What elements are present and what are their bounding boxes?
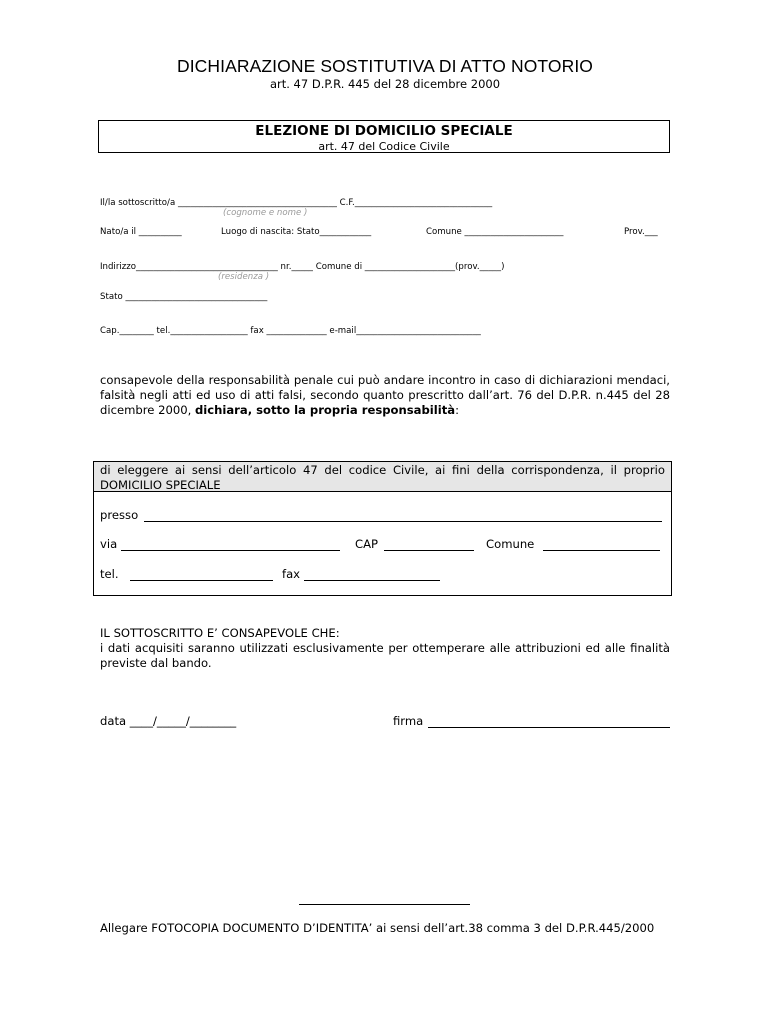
domicile-box: [93, 461, 672, 596]
signature-input-line[interactable]: [428, 727, 670, 728]
via-input-line[interactable]: [121, 550, 340, 551]
footer-note: Allegare FOTOCOPIA DOCUMENTO D’IDENTITA’ ai sensi dell’art.38 comma 3 del D.P.R.445/2000: [100, 921, 655, 935]
domicile-box-header: [94, 462, 671, 492]
document-title: DICHIARAZIONE SOSTITUTIVA DI ATTO NOTORIO: [176, 56, 594, 76]
presso-input-line[interactable]: [144, 521, 662, 522]
tel-label: tel.: [100, 567, 119, 581]
date-field[interactable]: data ____/_____/________: [100, 714, 237, 728]
state-field[interactable]: Stato _________________________________: [100, 292, 268, 302]
birth-place-field[interactable]: Luogo di nascita: Stato____________: [221, 227, 372, 237]
fax-label: fax: [282, 567, 301, 581]
section-title: ELEZIONE DI DOMICILIO SPECIALE: [255, 123, 513, 139]
signature-label: firma: [393, 714, 424, 728]
notice-heading: IL SOTTOSCRITTO E’ CONSAPEVOLE CHE:: [100, 626, 340, 640]
name-hint: (cognome e nome ): [223, 208, 308, 218]
birth-comune-field[interactable]: Comune _______________________: [426, 227, 564, 237]
declaration-end: :: [455, 403, 459, 417]
footnote-separator: [299, 904, 470, 905]
birth-date-field[interactable]: Nato/a il __________: [100, 227, 182, 237]
address-field[interactable]: Indirizzo_________________________________ nr._____ Comune di _____________________(prov._____): [100, 262, 505, 272]
declaration-paragraph: [100, 373, 670, 418]
section-subtitle: art. 47 del Codice Civile: [318, 140, 450, 153]
contacts-field[interactable]: Cap.________ tel.__________________ fax ______________ e-mail_____________________________: [100, 326, 481, 336]
residence-hint: (residenza ): [218, 272, 270, 282]
section-title-box: [98, 120, 670, 153]
declaration-text: consapevole della responsabilità penale cui può andare incontro in caso di dichiarazioni mendaci, falsità negli atti ed uso di atti falsi, secondo quanto prescritto dall’art. 76 del D.P.R. n.445 del 28 dicembre 2000,: [100, 373, 670, 417]
name-cf-field[interactable]: Il/la sottoscritto/a _____________________________________ C.F.________________________________: [100, 198, 493, 208]
comune-input-line[interactable]: [543, 550, 660, 551]
comune-label: Comune: [486, 537, 535, 551]
birth-prov-field[interactable]: Prov.___: [624, 227, 658, 237]
document-subtitle: art. 47 D.P.R. 445 del 28 dicembre 2000: [269, 77, 501, 91]
fax-input-line[interactable]: [304, 580, 440, 581]
tel-input-line[interactable]: [130, 580, 273, 581]
domicile-header-text: di eleggere ai sensi dell’articolo 47 del codice Civile, ai fini della corrispondenza, il proprio DOMICILIO SPECIALE: [100, 463, 665, 492]
cap-label: CAP: [355, 537, 379, 551]
via-label: via: [100, 537, 118, 551]
notice-text: i dati acquisiti saranno utilizzati esclusivamente per ottemperare alle attribuzioni ed alle finalità previste dal bando.: [100, 641, 670, 670]
declaration-bold: dichiara, sotto la propria responsabilità: [194, 403, 456, 417]
cap-input-line[interactable]: [384, 550, 474, 551]
presso-label: presso: [100, 508, 139, 522]
